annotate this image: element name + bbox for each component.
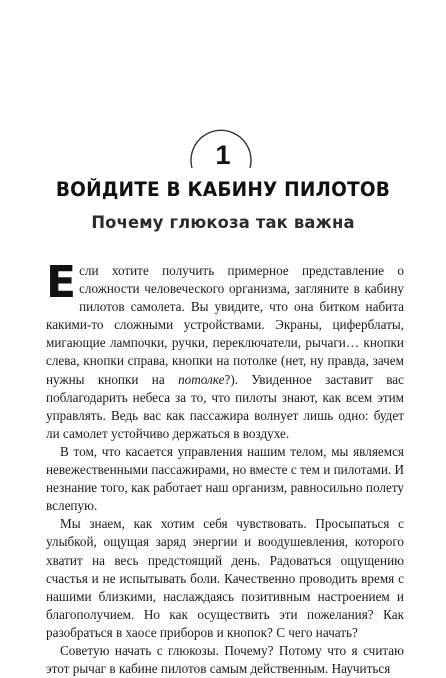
paragraph-4: Советую начать с глюкозы. Почему? Потому что я считаю этот рычаг в кабине пилотов самым действенным. Научиться bbox=[46, 642, 404, 677]
paragraph-1-text-a: сли хотите получить примерное представление о сложности человеческого организма, загляните в кабину пилотов самолета. Вы увидите, что она битком набита какими-то сложными устройствами. Экраны, циферблаты, мигающие лампочки, ручки, переключатели, рычаги… кнопки слева, кнопки справа, кнопки на потолке (нет, ну правда, зачем нужны кнопки на bbox=[46, 263, 404, 387]
paragraph-2: В том, что касается управления нашим телом, мы являемся невежественными пассажирами, но вместе с тем и пилотами. И незнание того, как работает наш организм, равносильно полету вслепую. bbox=[46, 443, 404, 514]
paragraph-1-text-b: ?). Увиденное заставит вас поблагодарить небеса за то, что пилоты знают, как всем этим управлять. Ведь вас как пассажира волнует лишь одно: будет ли самолет устойчиво держаться в воздухе. bbox=[46, 371, 404, 441]
paragraph-1-emphasis: потолке bbox=[178, 371, 225, 387]
chapter-title: ВОЙДИТЕ В КАБИНУ ПИЛОТОВ bbox=[55, 178, 391, 201]
paragraph-3: Мы знаем, как хотим себя чувствовать. Просыпаться с улыбкой, ощущая заряд энергии и воодушевления, которого хватит на весь предстоящий день. Радоваться ощущению счастья и не испытывать боли. Качественно проводить время с нашими близкими, наслаждаясь позитивным настроением и благополучием. Но как осуществить эти пожелания? Как разобраться в хаосе приборов и кнопок? С чего начать? bbox=[46, 516, 404, 640]
drop-cap: Е bbox=[46, 257, 77, 308]
body-text bbox=[46, 257, 404, 678]
chapter-number: 1 bbox=[215, 140, 231, 170]
paragraph-1 bbox=[46, 257, 404, 443]
chapter-subtitle: Почему глюкоза так важна bbox=[91, 213, 355, 233]
